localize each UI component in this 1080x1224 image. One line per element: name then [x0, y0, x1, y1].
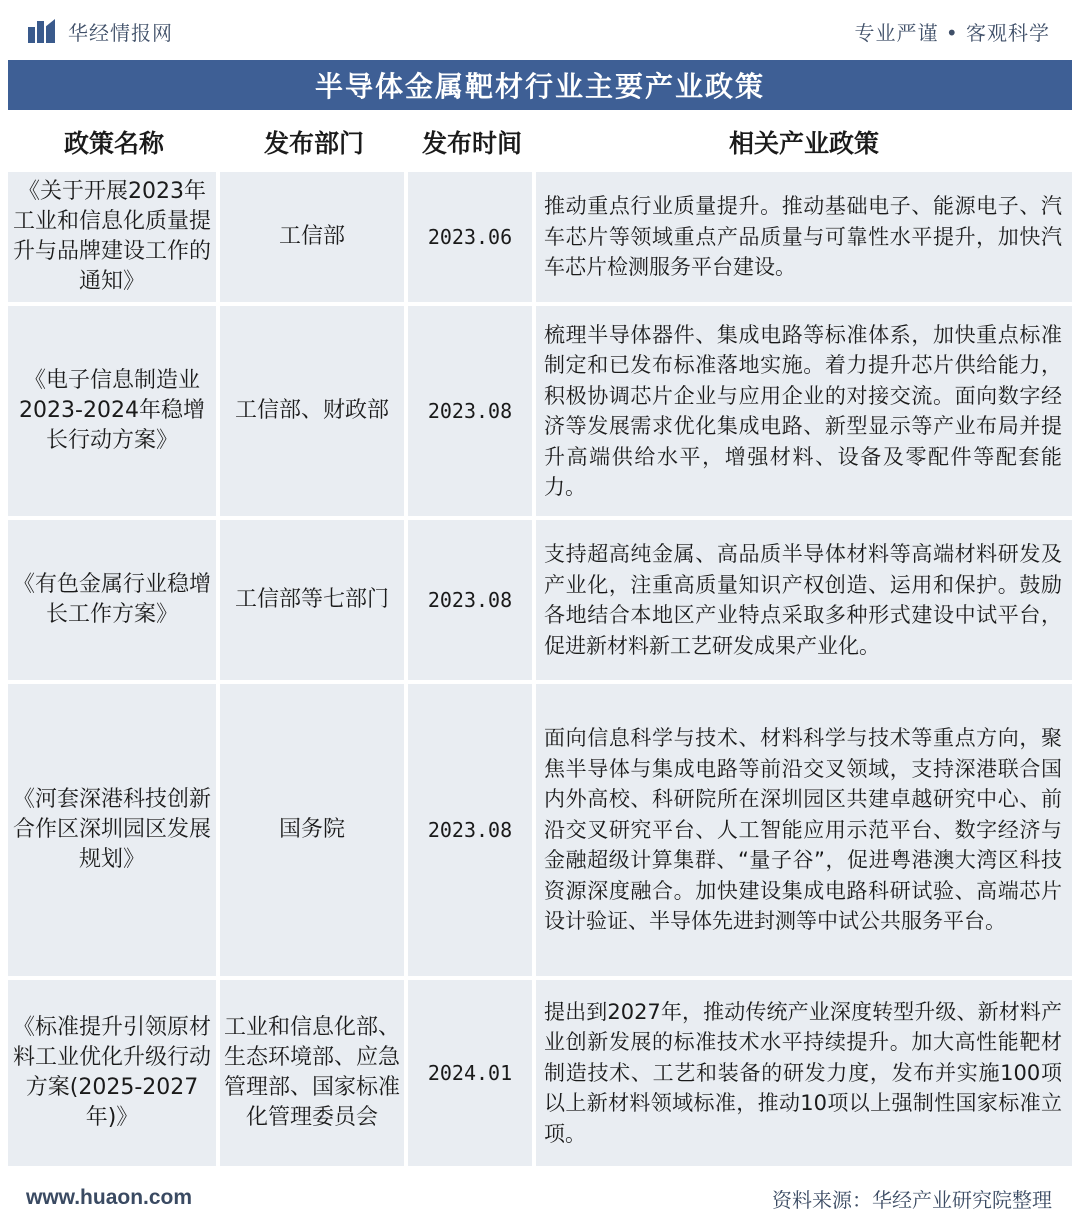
footer [0, 1172, 1080, 1224]
department-cell: 工业和信息化部、生态环境部、应急管理部、国家标准化管理委员会 [220, 980, 404, 1166]
policy-name-cell: 《标准提升引领原材料工业优化升级行动方案(2025-2027年)》 [8, 980, 216, 1166]
table-row [8, 980, 1072, 1166]
department-cell: 国务院 [220, 684, 404, 976]
policy-name-cell: 《关于开展2023年工业和信息化质量提升与品牌建设工作的通知》 [8, 172, 216, 302]
policy-content-cell: 提出到2027年，推动传统产业深度转型升级、新材料产业创新发展的标准技术水平持续提升。加大高性能靶材制造技术、工艺和装备的研发力度，发布并实施100项以上新材料领域标准，推动10项以上强制性国家标准立项。 [536, 980, 1072, 1166]
page-title: 半导体金属靶材行业主要产业政策 [314, 70, 765, 103]
date-cell: 2024.01 [408, 980, 532, 1166]
policy-content-cell: 推动重点行业质量提升。推动基础电子、能源电子、汽车芯片等领域重点产品质量与可靠性水平提升，加快汽车芯片检测服务平台建设。 [536, 172, 1072, 302]
table-row [8, 520, 1072, 680]
policy-name-cell: 《电子信息制造业2023-2024年稳增长行动方案》 [8, 306, 216, 516]
website-link[interactable]: www.huaon.com [26, 1186, 193, 1209]
policy-name-cell: 《河套深港科技创新合作区深圳园区发展规划》 [8, 684, 216, 976]
column-header-date: 发布时间 [421, 129, 522, 158]
department-cell: 工信部、财政部 [220, 306, 404, 516]
brand-logo-icon [28, 17, 58, 45]
table-header [8, 116, 1072, 168]
table-row [8, 306, 1072, 516]
top-bar [0, 0, 1080, 62]
policy-name-cell: 《有色金属行业稳增长工作方案》 [8, 520, 216, 680]
policy-content-cell: 支持超高纯金属、高品质半导体材料等高端材料研发及产业化，注重高质量知识产权创造、运用和保护。鼓励各地结合本地区产业特点采取多种形式建设中试平台，促进新材料新工艺研发成果产业化。 [536, 520, 1072, 680]
date-cell: 2023.08 [408, 684, 532, 976]
policy-content-cell: 面向信息科学与技术、材料科学与技术等重点方向，聚焦半导体与集成电路等前沿交叉领域，支持深港联合国内外高校、科研院所在深圳园区共建卓越研究中心、前沿交叉研究平台、人工智能应用示范平台、数字经济与金融超级计算集群、“量子谷”，促进粤港澳大湾区科技资源深度融合。加快建设集成电路科研试验、高端芯片设计验证、半导体先进封测等中试公共服务平台。 [536, 684, 1072, 976]
policy-content-cell: 梳理半导体器件、集成电路等标准体系，加快重点标准制定和已发布标准落地实施。着力提升芯片供给能力，积极协调芯片企业与应用企业的对接交流。面向数字经济等发展需求优化集成电路、新型显示等产业布局并提升高端供给水平，增强材料、设备及零配件等配套能力。 [536, 306, 1072, 516]
column-header-policy-name: 政策名称 [63, 129, 164, 158]
date-cell: 2023.08 [408, 520, 532, 680]
table-row [8, 684, 1072, 976]
date-cell: 2023.08 [408, 306, 532, 516]
slogan: 专业严谨 • 客观科学 [854, 20, 1050, 45]
brand-name: 华经情报网 [68, 20, 173, 45]
department-cell: 工信部等七部门 [220, 520, 404, 680]
brand[interactable] [28, 17, 173, 46]
date-cell: 2023.06 [408, 172, 532, 302]
title-bar [8, 60, 1072, 110]
column-header-policy-content: 相关产业政策 [728, 129, 879, 158]
source-note: 资料来源：华经产业研究院整理 [772, 1187, 1052, 1212]
department-cell: 工信部 [220, 172, 404, 302]
column-header-department: 发布部门 [263, 129, 364, 158]
table-row [8, 172, 1072, 302]
